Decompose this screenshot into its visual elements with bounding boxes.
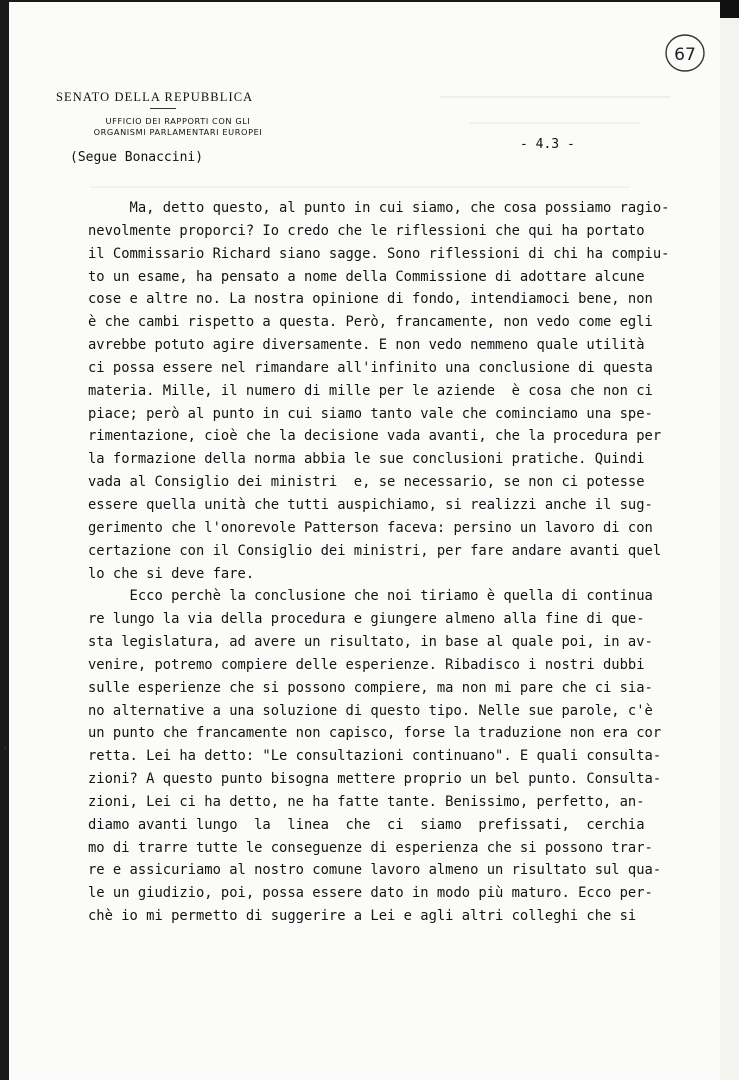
text-line: venire, potremo compiere delle esperienze. Ribadisco i nostri dubbi (88, 656, 645, 673)
text-line: to un esame, ha pensato a nome della Commissione di adottare alcune (88, 268, 645, 285)
text-line: certazione con il Consiglio dei ministri, per fare andare avanti quel (88, 542, 662, 559)
heading-rule (150, 108, 176, 109)
text-line: avrebbe potuto agire diversamente. E non vedo nemmeno quale utilità (88, 337, 645, 354)
text-line: sta legislatura, ad avere un risultato, in base al quale poi, in av- (88, 634, 653, 651)
text-line: rimentazione, cioè che la decisione vada avanti, che la procedura per (88, 428, 662, 445)
body-text (88, 197, 688, 928)
text-line: lo che si deve fare. (88, 565, 255, 582)
office-line-2: ORGANISMI PARLAMENTARI EUROPEI (93, 126, 263, 137)
speaker-continuation: (Segue Bonaccini) (70, 150, 204, 165)
handwritten-page-ref: 67 (674, 45, 696, 65)
scan-edge (720, 0, 739, 1080)
text-line: il Commissario Richard siano sagge. Sono riflessioni di chi ha compiu- (88, 245, 670, 262)
text-line: cose e altre no. La nostra opinione di fondo, intendiamoci bene, non (88, 291, 653, 308)
institution-heading: SENATO DELLA REPUBBLICA (56, 90, 254, 104)
text-line: chè io mi permetto di suggerire a Lei e agli altri colleghi che si (88, 908, 637, 925)
text-line: gerimento che l'onorevole Patterson faceva: persino un lavoro di con (88, 519, 653, 536)
text-line: materia. Mille, il numero di mille per le aziende è cosa che non ci (88, 382, 653, 399)
office-line-1: UFFICIO DEI RAPPORTI CON GLI (105, 116, 251, 126)
text-line: zioni, Lei ci ha detto, ne ha fatte tante. Benissimo, perfetto, an- (88, 793, 645, 810)
text-line: sulle esperienze che si possono compiere, ma non mi pare che ci sia- (88, 679, 653, 696)
text-line: Ma, detto questo, al punto in cui siamo, che cosa possiamo ragio- (88, 200, 670, 216)
text-line: nevolmente proporci? Io credo che le riflessioni che qui ha portato (88, 222, 645, 239)
text-line: ci possa essere nel rimandare all'infinito una conclusione di questa (88, 359, 653, 376)
text-line: piace; però al punto in cui siamo tanto vale che cominciamo una spe- (88, 405, 653, 422)
text-line: un punto che francamente non capisco, forse la traduzione non era cor (88, 725, 662, 742)
text-line: mo di trarre tutte le conseguenze di esperienza che si possono trar- (88, 839, 653, 856)
text-line: retta. Lei ha detto: "Le consultazioni continuano". E quali consulta- (88, 748, 662, 765)
office-subheading (68, 116, 288, 137)
text-line: diamo avanti lungo la linea che ci siamo prefissati, cerchia (88, 816, 645, 833)
text-line: Ecco perchè la conclusione che noi tiriamo è quella di continua (88, 588, 653, 605)
text-line: re e assicuriamo al nostro comune lavoro almeno un risultato sul qua- (88, 862, 662, 879)
bleed-through (440, 96, 670, 98)
page-number: - 4.3 - (520, 137, 575, 152)
text-line: essere quella unità che tutti auspichiamo, si realizzi anche il sug- (88, 496, 653, 513)
text-line: le un giudizio, poi, possa essere dato in modo più maturo. Ecco per- (88, 885, 653, 902)
text-line: re lungo la via della procedura e giungere almeno alla fine di que- (88, 611, 645, 628)
text-line: è che cambi rispetto a questa. Però, francamente, non vedo come egli (88, 314, 653, 331)
text-line: no alternative a una soluzione di questo tipo. Nelle sue parole, c'è (88, 702, 653, 719)
text-line: zioni? A questo punto bisogna mettere proprio un bel punto. Consulta- (88, 771, 662, 788)
text-line: la formazione della norma abbia le sue conclusioni pratiche. Quindi (88, 451, 645, 468)
margin-tick: ' (2, 745, 9, 758)
text-line: vada al Consiglio dei ministri e, se necessario, se non ci potesse (88, 474, 645, 491)
